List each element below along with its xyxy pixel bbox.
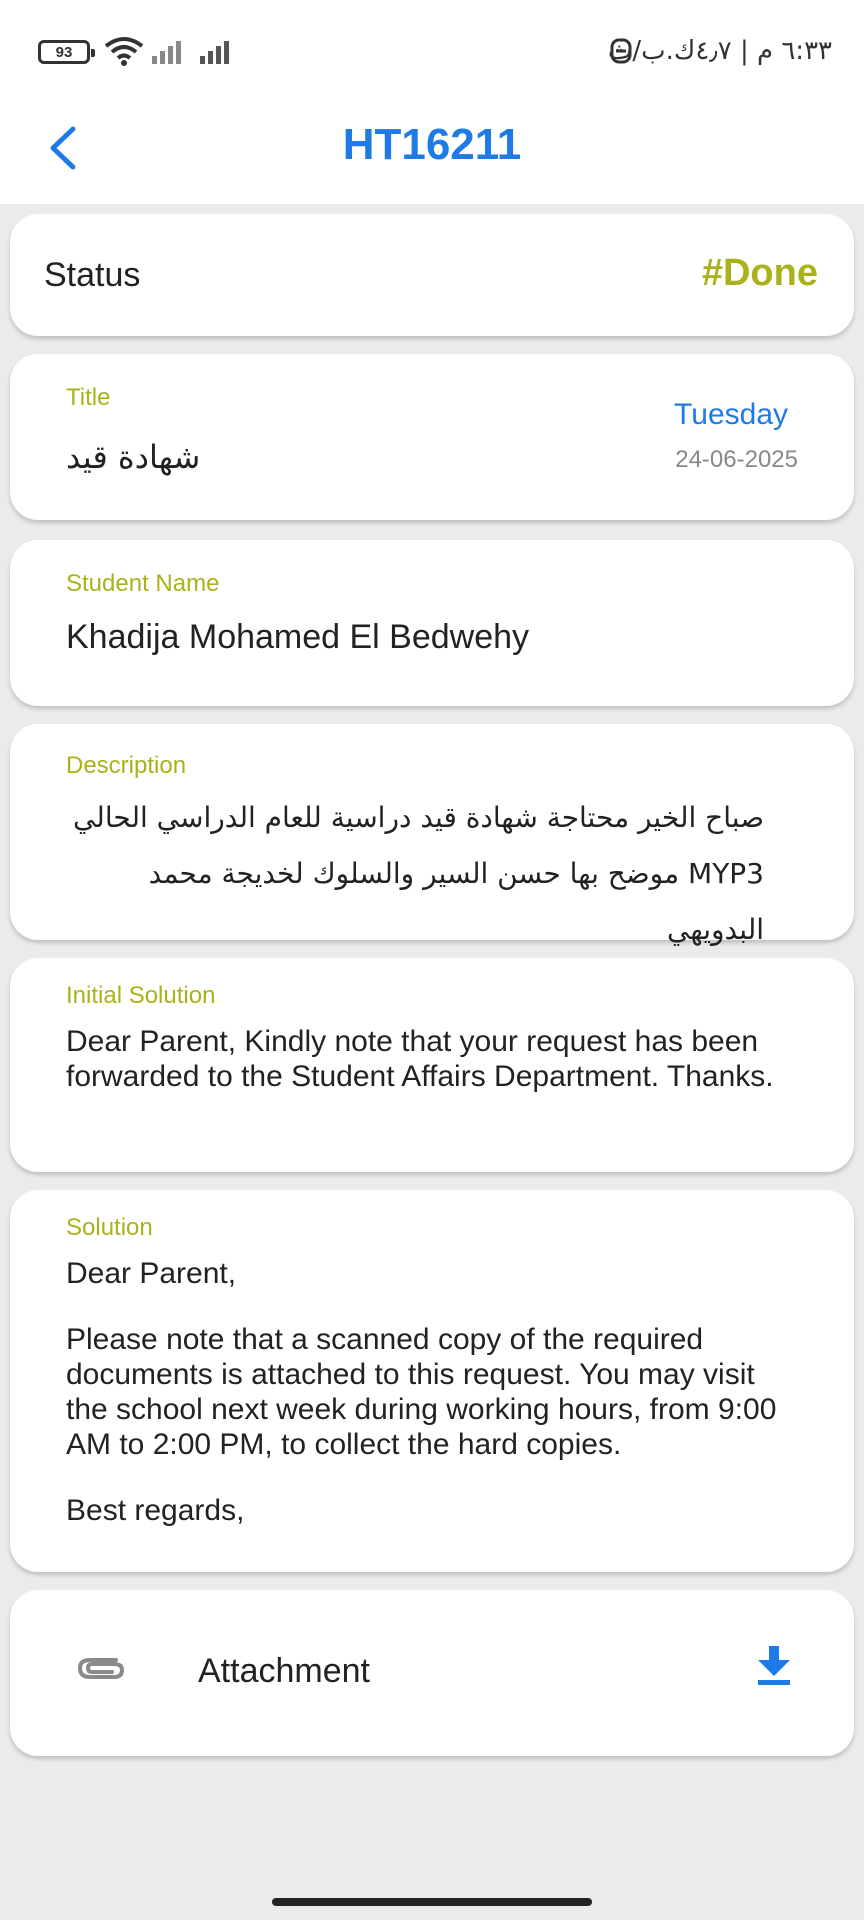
wifi-icon xyxy=(104,36,144,66)
battery-level: 93 xyxy=(55,43,73,61)
request-date: 24-06-2025 xyxy=(675,446,798,473)
solution-body: Please note that a scanned copy of the required documents is attached to this request. You may visit the school next week during working hours, from 9:00 AM to 2:00 PM, to collect the hard copies. xyxy=(66,1323,777,1461)
description-text: صباح الخير محتاجة شهادة قيد دراسية للعام الدراسي الحالي MYP3 موضح بها حسن السير والسلوك لخديجة محمد البدويهي xyxy=(72,801,764,946)
signal-icon xyxy=(150,38,190,64)
signal-icon xyxy=(198,38,238,64)
paperclip-icon xyxy=(76,1650,126,1684)
status-card xyxy=(10,214,854,336)
initial-solution-card xyxy=(10,958,854,1172)
battery-icon xyxy=(38,40,90,64)
title-card xyxy=(10,354,854,520)
initial-solution-text: Dear Parent, Kindly note that your request has been forwarded to the Student Affairs Department. Thanks. xyxy=(66,1025,774,1093)
student-name-label: Student Name xyxy=(66,570,220,597)
app-header xyxy=(0,96,864,204)
solution-greeting: Dear Parent, xyxy=(66,1257,237,1290)
student-card xyxy=(10,540,854,706)
title-value: شهادة قيد xyxy=(66,438,201,476)
page-title: HT16211 xyxy=(342,120,522,169)
title-label: Title xyxy=(66,384,111,411)
home-indicator[interactable] xyxy=(272,1898,592,1906)
solution-card xyxy=(10,1190,854,1572)
attachment-card[interactable] xyxy=(10,1590,854,1756)
request-day: Tuesday xyxy=(674,398,788,431)
solution-closing: Best regards, xyxy=(66,1494,245,1527)
status-badge: #Done xyxy=(701,252,818,294)
status-label: Status xyxy=(44,256,141,294)
solution-text xyxy=(66,1256,798,1559)
download-icon[interactable] xyxy=(756,1644,792,1686)
solution-label: Solution xyxy=(66,1214,153,1241)
attachment-label: Attachment xyxy=(198,1652,370,1690)
description-label: Description xyxy=(66,752,187,779)
status-bar xyxy=(0,0,864,96)
description-card xyxy=(10,724,854,946)
student-name-value: Khadija Mohamed El Bedwehy xyxy=(66,618,530,656)
status-time: ٦:٣٣ م | ٤٫٧ك.ب/ث xyxy=(607,36,832,66)
initial-solution-label: Initial Solution xyxy=(66,982,216,1009)
